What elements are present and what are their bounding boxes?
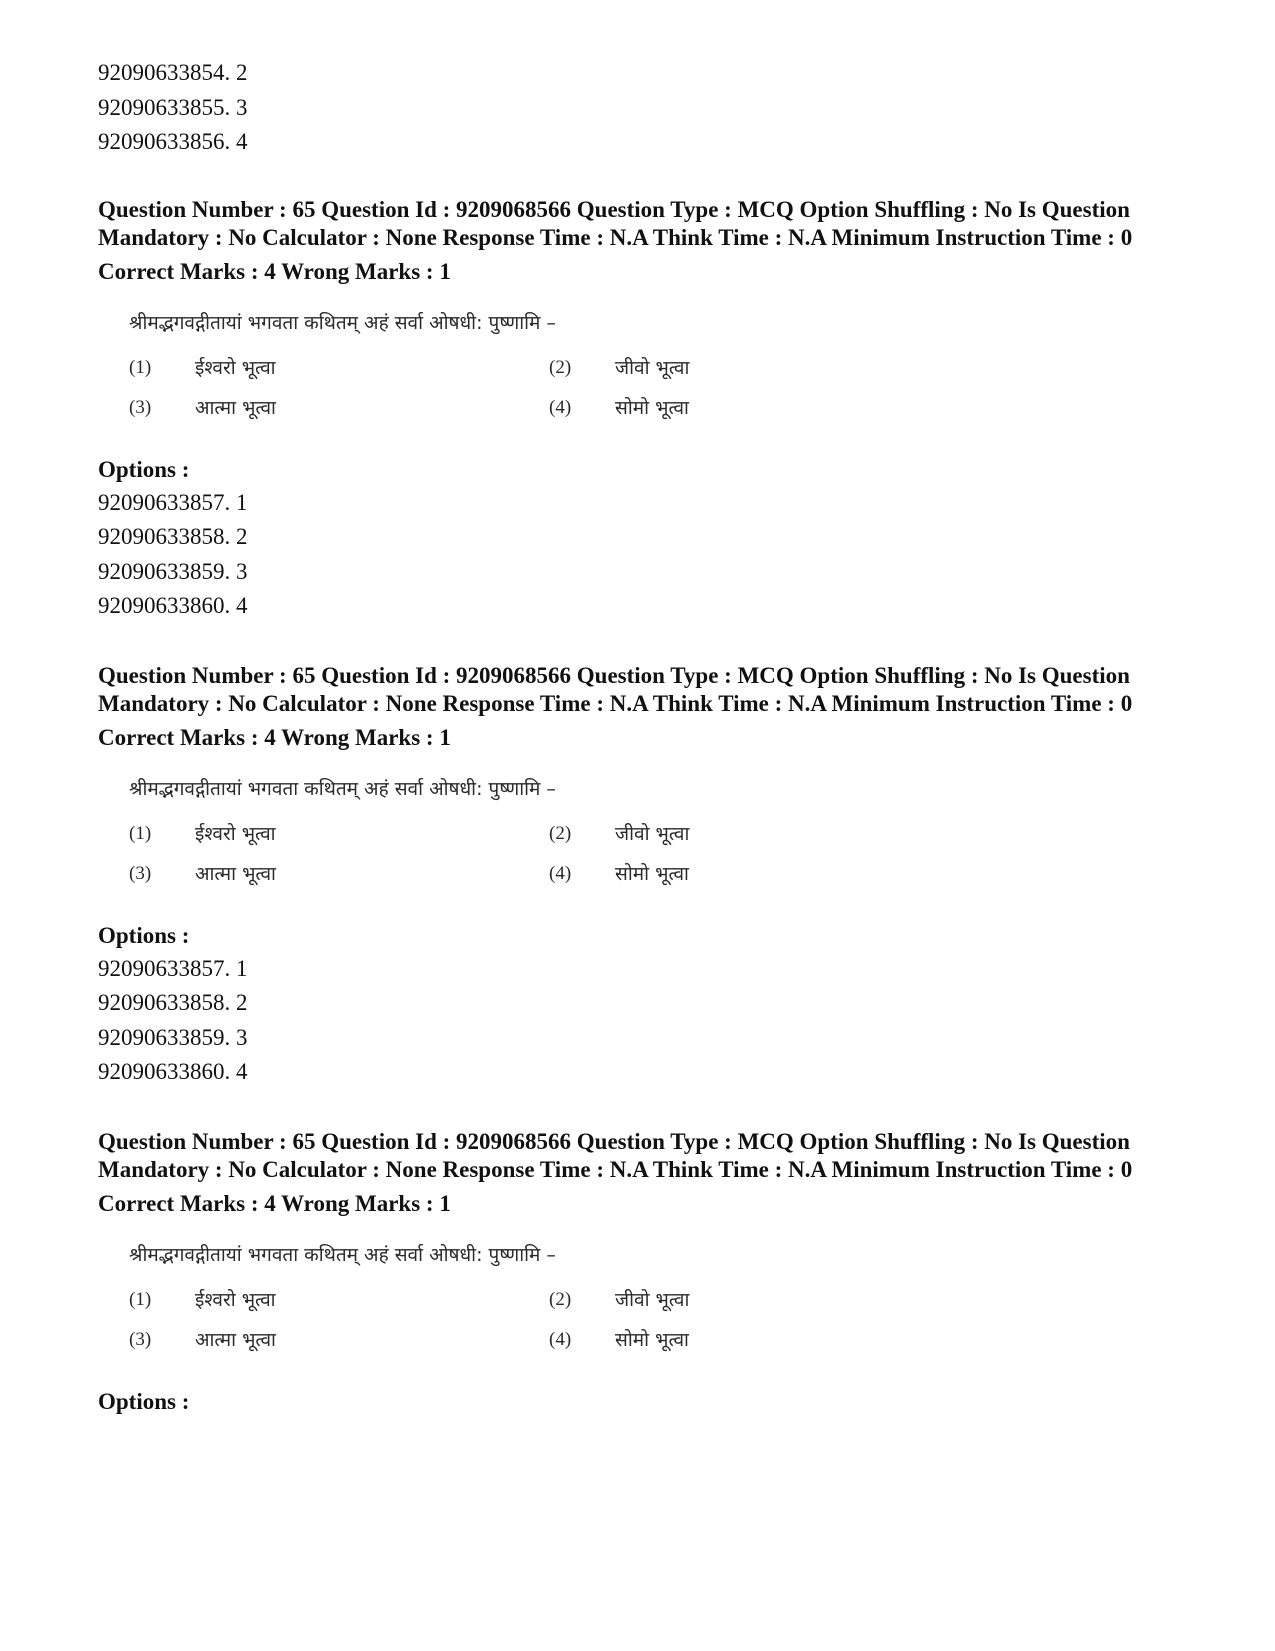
choice-number: (1) (129, 822, 152, 844)
choice-text: ईश्वरो भूत्वा (195, 356, 276, 379)
question-text: श्रीमद्भगवद्गीतायां भगवता कथितम् अहं सर्वा ओषधी: पुष्णामि – (129, 1243, 556, 1266)
question-image (129, 1242, 1178, 1352)
previous-options-list (98, 56, 1178, 160)
choice-number: (4) (549, 396, 572, 418)
option-line: 92090633858. 2 (98, 990, 248, 1015)
option-line: 92090633859. 3 (98, 1024, 248, 1050)
options-list (98, 952, 1178, 1090)
question-header: Question Number : 65 Question Id : 9209068566 Question Type : MCQ Option Shuffling : No Is Question Mandatory : No Calculator : None Response Time : N.A Think Time : N.A Minimum Instruction Time : 0 (98, 1128, 1133, 1182)
question-header: Question Number : 65 Question Id : 9209068566 Question Type : MCQ Option Shuffling : No Is Question Mandatory : No Calculator : None Response Time : N.A Think Time : N.A Minimum Instruction Time : 0 (98, 662, 1133, 716)
question-block (98, 1128, 1178, 1416)
choice-4 (549, 396, 849, 420)
options-list (98, 486, 1178, 624)
question-marks: Correct Marks : 4 Wrong Marks : 1 (98, 724, 451, 750)
choice-grid (129, 822, 1178, 886)
question-text: श्रीमद्भगवद्गीतायां भगवता कथितम् अहं सर्वा ओषधी: पुष्णामि – (129, 777, 556, 800)
choice-text: ईश्वरो भूत्वा (195, 1288, 276, 1311)
option-line: 92090633857. 1 (98, 955, 248, 981)
option-line: 92090633854. 2 (98, 60, 248, 85)
choice-text: जीवो भूत्वा (615, 1288, 690, 1311)
choice-1 (129, 822, 549, 846)
choice-2 (549, 822, 849, 846)
choice-number: (4) (549, 862, 572, 884)
choice-number: (1) (129, 1288, 152, 1310)
choice-grid (129, 356, 1178, 420)
choice-number: (2) (549, 822, 572, 844)
choice-number: (3) (129, 396, 152, 418)
question-image (129, 310, 1178, 420)
question-block (98, 196, 1178, 624)
question-text: श्रीमद्भगवद्गीतायां भगवता कथितम् अहं सर्वा ओषधी: पुष्णामि – (129, 311, 556, 334)
document-page (98, 56, 1178, 1418)
options-label: Options : (98, 456, 190, 482)
choice-number: (1) (129, 356, 152, 378)
question-block (98, 662, 1178, 1090)
choice-3 (129, 396, 549, 420)
choice-4 (549, 1328, 849, 1352)
choice-text: जीवो भूत्वा (615, 822, 690, 845)
option-line: 92090633860. 4 (98, 1059, 248, 1084)
option-line: 92090633857. 1 (98, 489, 248, 515)
choice-text: सोमो भूत्वा (615, 862, 689, 885)
choice-text: ईश्वरो भूत्वा (195, 822, 276, 845)
choice-text: आत्मा भूत्वा (195, 862, 276, 885)
choice-2 (549, 1288, 849, 1312)
choice-3 (129, 862, 549, 886)
choice-number: (3) (129, 1328, 152, 1350)
choice-1 (129, 356, 549, 380)
choice-grid (129, 1288, 1178, 1352)
choice-number: (2) (549, 1288, 572, 1310)
choice-number: (2) (549, 356, 572, 378)
option-line: 92090633859. 3 (98, 558, 248, 584)
choice-number: (3) (129, 862, 152, 884)
question-image (129, 776, 1178, 886)
options-label: Options : (98, 1388, 190, 1414)
choice-text: सोमो भूत्वा (615, 396, 689, 419)
question-marks: Correct Marks : 4 Wrong Marks : 1 (98, 1190, 451, 1216)
choice-2 (549, 356, 849, 380)
choice-1 (129, 1288, 549, 1312)
option-line: 92090633860. 4 (98, 593, 248, 618)
choice-text: आत्मा भूत्वा (195, 1328, 276, 1351)
choice-3 (129, 1328, 549, 1352)
choice-text: जीवो भूत्वा (615, 356, 690, 379)
option-line: 92090633855. 3 (98, 94, 248, 120)
options-label: Options : (98, 922, 190, 948)
choice-text: सोमो भूत्वा (615, 1328, 689, 1351)
choice-4 (549, 862, 849, 886)
question-header: Question Number : 65 Question Id : 9209068566 Question Type : MCQ Option Shuffling : No Is Question Mandatory : No Calculator : None Response Time : N.A Think Time : N.A Minimum Instruction Time : 0 (98, 196, 1133, 250)
choice-text: आत्मा भूत्वा (195, 396, 276, 419)
choice-number: (4) (549, 1328, 572, 1350)
option-line: 92090633858. 2 (98, 524, 248, 549)
option-line: 92090633856. 4 (98, 129, 248, 154)
question-marks: Correct Marks : 4 Wrong Marks : 1 (98, 258, 451, 284)
